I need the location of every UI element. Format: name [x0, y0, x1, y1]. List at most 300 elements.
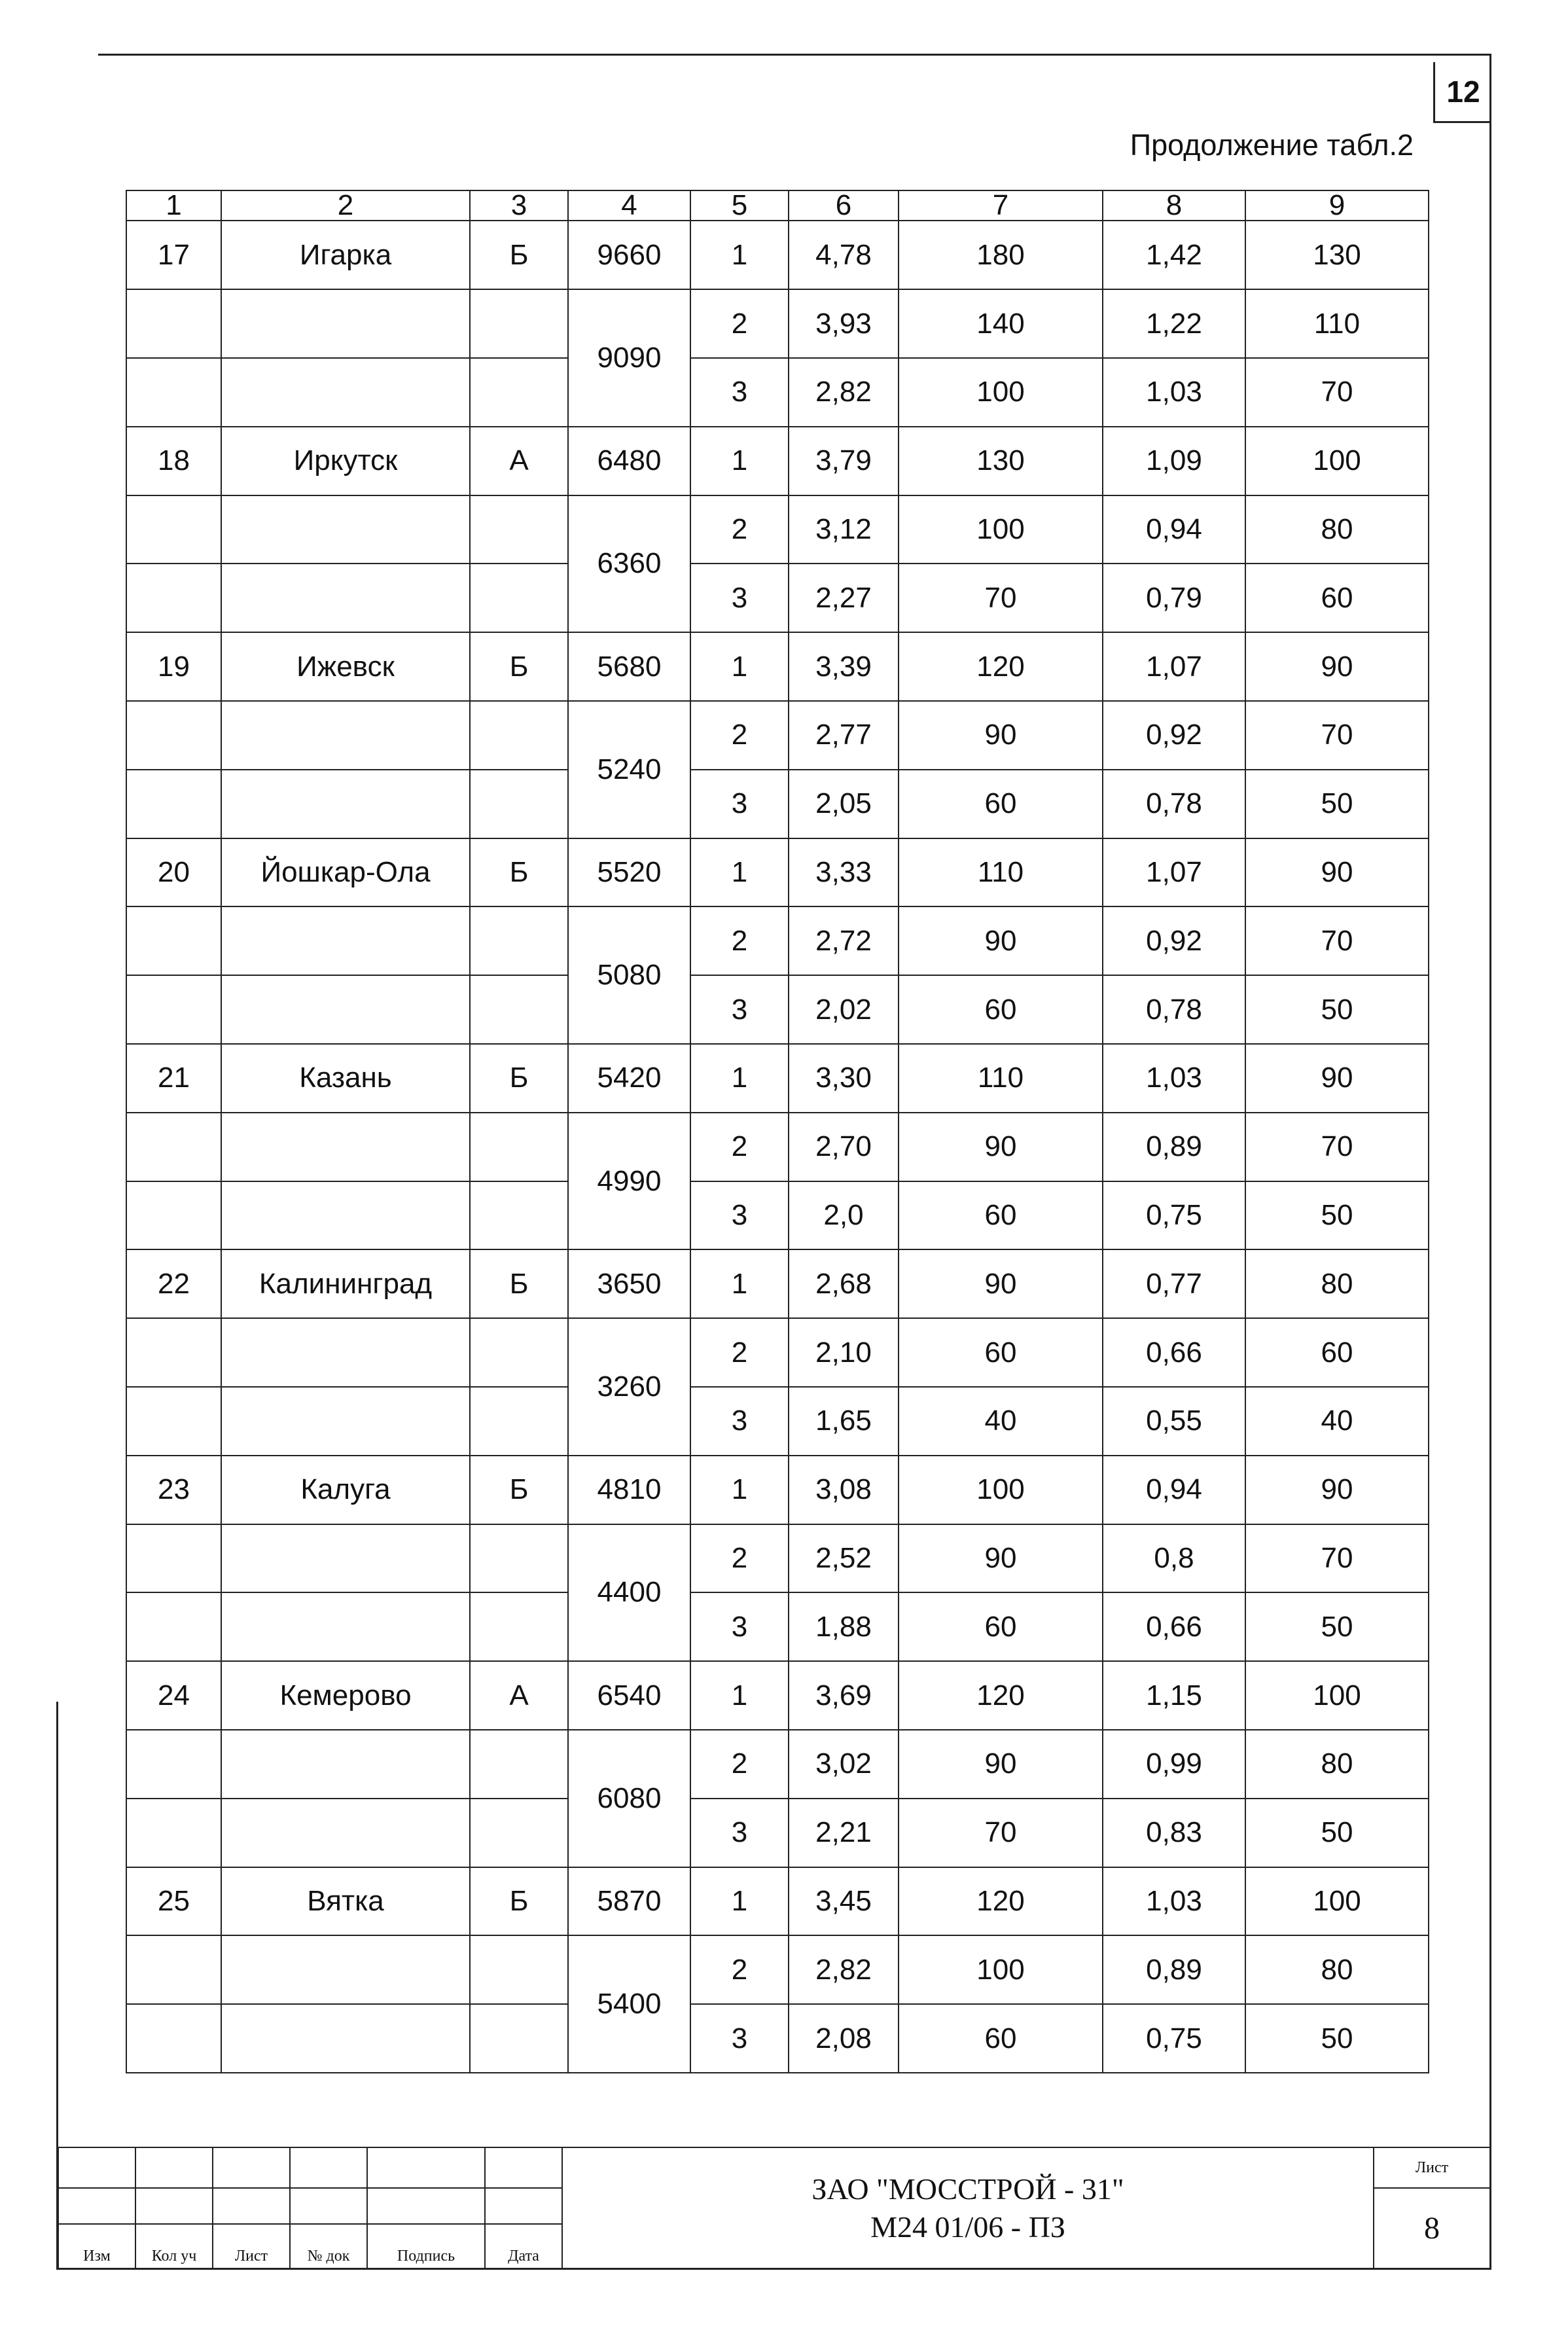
empty-cell [126, 358, 221, 427]
value-col4-merged: 5080 [568, 906, 690, 1044]
value-col6: 2,52 [789, 1524, 899, 1593]
table-row [126, 427, 1429, 495]
zone-letter: Б [470, 1249, 568, 1318]
stamp-cell [290, 2147, 367, 2188]
value-col9: 100 [1245, 1661, 1429, 1730]
value-col4: 4810 [568, 1456, 690, 1524]
table-row [126, 1113, 1429, 1181]
sub-index: 1 [690, 1867, 789, 1936]
stamp-cell [290, 2188, 367, 2224]
value-col6: 3,45 [789, 1867, 899, 1936]
data-table [126, 190, 1429, 2073]
value-col4: 5520 [568, 838, 690, 907]
value-col6: 2,0 [789, 1181, 899, 1250]
table-row [126, 358, 1429, 427]
sub-index: 1 [690, 221, 789, 289]
value-col4-merged: 5240 [568, 701, 690, 838]
value-col8: 0,94 [1103, 495, 1245, 564]
value-col8: 0,92 [1103, 701, 1245, 770]
empty-cell [126, 1730, 221, 1799]
stamp-label-kol-uch: Кол уч [135, 2224, 213, 2268]
value-col9: 80 [1245, 1730, 1429, 1799]
empty-cell [470, 358, 568, 427]
sub-index: 2 [690, 1318, 789, 1387]
sub-index: 3 [690, 1799, 789, 1867]
column-header: 6 [789, 190, 899, 221]
row-number: 22 [126, 1249, 221, 1318]
table-row [126, 1387, 1429, 1456]
empty-cell [470, 1730, 568, 1799]
table-row [126, 221, 1429, 289]
table-row [126, 770, 1429, 838]
frame-right-line [1489, 54, 1491, 2269]
row-number: 21 [126, 1044, 221, 1113]
value-col9: 80 [1245, 495, 1429, 564]
value-col8: 0,8 [1103, 1524, 1245, 1593]
city-name: Иркутск [221, 427, 470, 495]
empty-cell [470, 2004, 568, 2073]
empty-cell [470, 564, 568, 632]
value-col9: 50 [1245, 1592, 1429, 1661]
value-col8: 0,99 [1103, 1730, 1245, 1799]
row-number: 25 [126, 1867, 221, 1936]
value-col8: 0,94 [1103, 1456, 1245, 1524]
sub-index: 2 [690, 289, 789, 358]
column-header: 2 [221, 190, 470, 221]
column-header: 9 [1245, 190, 1429, 221]
value-col4-merged: 6360 [568, 495, 690, 633]
value-col7: 140 [899, 289, 1103, 358]
stamp-cell [135, 2147, 213, 2188]
value-col8: 1,07 [1103, 632, 1245, 701]
value-col7: 100 [899, 1456, 1103, 1524]
value-col4: 5870 [568, 1867, 690, 1936]
stamp-cell [367, 2188, 485, 2224]
empty-cell [470, 1799, 568, 1867]
value-col9: 60 [1245, 564, 1429, 632]
value-col6: 2,10 [789, 1318, 899, 1387]
value-col9: 50 [1245, 1181, 1429, 1250]
header-row [126, 190, 1429, 221]
value-col9: 50 [1245, 1799, 1429, 1867]
row-number: 18 [126, 427, 221, 495]
zone-letter: Б [470, 632, 568, 701]
city-name: Вятка [221, 1867, 470, 1936]
empty-cell [470, 1113, 568, 1181]
value-col4: 6540 [568, 1661, 690, 1730]
continuation-title: Продолжение табл.2 [1130, 128, 1414, 162]
zone-letter: Б [470, 1867, 568, 1936]
sub-index: 1 [690, 427, 789, 495]
table-row [126, 564, 1429, 632]
value-col4-merged: 5400 [568, 1935, 690, 2073]
empty-cell [470, 701, 568, 770]
stamp-cell [485, 2188, 562, 2224]
value-col7: 70 [899, 1799, 1103, 1867]
empty-cell [126, 1524, 221, 1593]
city-name: Ижевск [221, 632, 470, 701]
zone-letter: Б [470, 221, 568, 289]
value-col9: 80 [1245, 1935, 1429, 2004]
empty-cell [221, 701, 470, 770]
value-col7: 120 [899, 1661, 1103, 1730]
stamp-cell [367, 2147, 485, 2188]
value-col6: 2,08 [789, 2004, 899, 2073]
value-col7: 90 [899, 1524, 1103, 1593]
table-row [126, 1799, 1429, 1867]
value-col7: 60 [899, 1318, 1103, 1387]
value-col7: 90 [899, 1249, 1103, 1318]
value-col7: 90 [899, 1730, 1103, 1799]
row-number: 24 [126, 1661, 221, 1730]
stamp-label-izm: Изм [58, 2224, 135, 2268]
empty-cell [126, 975, 221, 1044]
empty-cell [221, 770, 470, 838]
value-col7: 90 [899, 906, 1103, 975]
value-col8: 1,22 [1103, 289, 1245, 358]
value-col4-merged: 4400 [568, 1524, 690, 1662]
value-col7: 120 [899, 1867, 1103, 1936]
value-col9: 90 [1245, 632, 1429, 701]
row-number: 20 [126, 838, 221, 907]
city-name: Калининград [221, 1249, 470, 1318]
value-col9: 50 [1245, 975, 1429, 1044]
value-col9: 130 [1245, 221, 1429, 289]
table-row [126, 1249, 1429, 1318]
value-col9: 60 [1245, 1318, 1429, 1387]
company-name: ЗАО "МОССТРОЙ - 31" [811, 2172, 1124, 2206]
sub-index: 2 [690, 495, 789, 564]
value-col8: 0,75 [1103, 2004, 1245, 2073]
value-col6: 3,33 [789, 838, 899, 907]
table-row [126, 975, 1429, 1044]
value-col7: 180 [899, 221, 1103, 289]
sub-index: 1 [690, 838, 789, 907]
value-col9: 70 [1245, 358, 1429, 427]
value-col6: 2,21 [789, 1799, 899, 1867]
value-col6: 2,82 [789, 358, 899, 427]
value-col6: 4,78 [789, 221, 899, 289]
empty-cell [221, 1730, 470, 1799]
sub-index: 2 [690, 1524, 789, 1593]
stamp-cell [58, 2188, 135, 2224]
city-name: Казань [221, 1044, 470, 1113]
value-col9: 70 [1245, 701, 1429, 770]
value-col9: 70 [1245, 1524, 1429, 1593]
empty-cell [126, 701, 221, 770]
zone-letter: Б [470, 838, 568, 907]
value-col9: 100 [1245, 1867, 1429, 1936]
column-header: 3 [470, 190, 568, 221]
zone-letter: Б [470, 1044, 568, 1113]
column-header: 4 [568, 190, 690, 221]
empty-cell [470, 289, 568, 358]
table-row [126, 838, 1429, 907]
frame-top-line [98, 54, 1491, 56]
table-row [126, 632, 1429, 701]
city-name: Йошкар-Ола [221, 838, 470, 907]
value-col9: 90 [1245, 1456, 1429, 1524]
table-row [126, 1935, 1429, 2004]
sub-index: 2 [690, 906, 789, 975]
value-col7: 90 [899, 1113, 1103, 1181]
table-row [126, 1867, 1429, 1936]
sub-index: 3 [690, 1387, 789, 1456]
value-col8: 0,78 [1103, 770, 1245, 838]
table-row [126, 1318, 1429, 1387]
zone-letter: А [470, 427, 568, 495]
value-col8: 0,75 [1103, 1181, 1245, 1250]
stamp-label-doc-no: № док [290, 2224, 367, 2268]
value-col9: 40 [1245, 1387, 1429, 1456]
value-col8: 1,09 [1103, 427, 1245, 495]
value-col4-merged: 3260 [568, 1318, 690, 1456]
empty-cell [126, 1387, 221, 1456]
empty-cell [221, 1592, 470, 1661]
empty-cell [221, 1387, 470, 1456]
city-name: Игарка [221, 221, 470, 289]
value-col7: 110 [899, 838, 1103, 907]
value-col6: 3,93 [789, 289, 899, 358]
value-col9: 90 [1245, 838, 1429, 907]
value-col6: 2,27 [789, 564, 899, 632]
empty-cell [221, 906, 470, 975]
empty-cell [221, 2004, 470, 2073]
document-code: М24 01/06 - ПЗ [870, 2210, 1065, 2244]
column-header: 8 [1103, 190, 1245, 221]
table-row [126, 289, 1429, 358]
table-row [126, 1456, 1429, 1524]
empty-cell [470, 495, 568, 564]
page-number: 12 [1433, 62, 1491, 123]
value-col7: 60 [899, 1181, 1103, 1250]
table-row [126, 1181, 1429, 1250]
value-col6: 1,88 [789, 1592, 899, 1661]
value-col7: 130 [899, 427, 1103, 495]
empty-cell [470, 1524, 568, 1593]
title-block [58, 2147, 1491, 2269]
column-header: 5 [690, 190, 789, 221]
value-col6: 3,39 [789, 632, 899, 701]
sub-index: 1 [690, 1456, 789, 1524]
value-col9: 50 [1245, 2004, 1429, 2073]
value-col6: 2,82 [789, 1935, 899, 2004]
value-col8: 0,55 [1103, 1387, 1245, 1456]
value-col6: 2,02 [789, 975, 899, 1044]
value-col4-merged: 4990 [568, 1113, 690, 1250]
empty-cell [470, 770, 568, 838]
value-col7: 110 [899, 1044, 1103, 1113]
sub-index: 2 [690, 1113, 789, 1181]
empty-cell [126, 564, 221, 632]
empty-cell [126, 1113, 221, 1181]
empty-cell [126, 289, 221, 358]
value-col7: 100 [899, 358, 1103, 427]
empty-cell [221, 1935, 470, 2004]
empty-cell [221, 1799, 470, 1867]
empty-cell [221, 564, 470, 632]
empty-cell [126, 495, 221, 564]
zone-letter: А [470, 1661, 568, 1730]
value-col8: 1,15 [1103, 1661, 1245, 1730]
value-col8: 0,66 [1103, 1592, 1245, 1661]
table-row [126, 1730, 1429, 1799]
column-header: 7 [899, 190, 1103, 221]
empty-cell [126, 770, 221, 838]
empty-cell [126, 1935, 221, 2004]
empty-cell [470, 1592, 568, 1661]
value-col9: 70 [1245, 906, 1429, 975]
empty-cell [126, 906, 221, 975]
city-name: Калуга [221, 1456, 470, 1524]
sub-index: 2 [690, 1935, 789, 2004]
stamp-label-date: Дата [485, 2224, 562, 2268]
row-number: 23 [126, 1456, 221, 1524]
table-row [126, 1592, 1429, 1661]
empty-cell [126, 1592, 221, 1661]
value-col4: 5420 [568, 1044, 690, 1113]
sub-index: 3 [690, 1181, 789, 1250]
value-col9: 80 [1245, 1249, 1429, 1318]
table-row [126, 906, 1429, 975]
row-number: 19 [126, 632, 221, 701]
value-col4-merged: 6080 [568, 1730, 690, 1867]
value-col6: 3,12 [789, 495, 899, 564]
value-col7: 100 [899, 1935, 1103, 2004]
sub-index: 3 [690, 1592, 789, 1661]
row-number: 17 [126, 221, 221, 289]
value-col4: 3650 [568, 1249, 690, 1318]
empty-cell [470, 1181, 568, 1250]
table-row [126, 1661, 1429, 1730]
value-col6: 2,72 [789, 906, 899, 975]
empty-cell [126, 1181, 221, 1250]
sheet-label: Лист [1374, 2147, 1490, 2188]
empty-cell [221, 358, 470, 427]
value-col6: 2,05 [789, 770, 899, 838]
value-col4: 9660 [568, 221, 690, 289]
value-col8: 0,78 [1103, 975, 1245, 1044]
sub-index: 2 [690, 701, 789, 770]
stamp-label-list: Лист [213, 2224, 290, 2268]
city-name: Кемерово [221, 1661, 470, 1730]
value-col8: 0,89 [1103, 1113, 1245, 1181]
value-col7: 60 [899, 975, 1103, 1044]
value-col9: 110 [1245, 289, 1429, 358]
empty-cell [221, 1318, 470, 1387]
value-col8: 0,92 [1103, 906, 1245, 975]
sub-index: 3 [690, 564, 789, 632]
table-row [126, 2004, 1429, 2073]
empty-cell [470, 1387, 568, 1456]
value-col9: 90 [1245, 1044, 1429, 1113]
empty-cell [221, 495, 470, 564]
empty-cell [221, 975, 470, 1044]
value-col6: 3,02 [789, 1730, 899, 1799]
value-col6: 2,77 [789, 701, 899, 770]
value-col7: 90 [899, 701, 1103, 770]
sub-index: 3 [690, 358, 789, 427]
empty-cell [126, 1318, 221, 1387]
value-col8: 1,42 [1103, 221, 1245, 289]
value-col7: 60 [899, 770, 1103, 838]
zone-letter: Б [470, 1456, 568, 1524]
sub-index: 1 [690, 1249, 789, 1318]
table-row [126, 1044, 1429, 1113]
value-col4: 5680 [568, 632, 690, 701]
column-header: 1 [126, 190, 221, 221]
empty-cell [221, 289, 470, 358]
value-col6: 3,69 [789, 1661, 899, 1730]
sub-index: 2 [690, 1730, 789, 1799]
value-col4-merged: 9090 [568, 289, 690, 427]
value-col7: 60 [899, 1592, 1103, 1661]
value-col7: 120 [899, 632, 1103, 701]
value-col8: 0,66 [1103, 1318, 1245, 1387]
value-col6: 2,70 [789, 1113, 899, 1181]
stamp-cell [213, 2188, 290, 2224]
value-col7: 40 [899, 1387, 1103, 1456]
sub-index: 1 [690, 1661, 789, 1730]
value-col9: 70 [1245, 1113, 1429, 1181]
stamp-cell [58, 2147, 135, 2188]
value-col7: 60 [899, 2004, 1103, 2073]
sheet-number: 8 [1374, 2188, 1490, 2268]
value-col8: 0,79 [1103, 564, 1245, 632]
value-col9: 100 [1245, 427, 1429, 495]
value-col8: 1,03 [1103, 1867, 1245, 1936]
value-col6: 3,08 [789, 1456, 899, 1524]
value-col8: 1,03 [1103, 1044, 1245, 1113]
empty-cell [221, 1524, 470, 1593]
sub-index: 3 [690, 770, 789, 838]
value-col7: 70 [899, 564, 1103, 632]
value-col6: 1,65 [789, 1387, 899, 1456]
value-col8: 1,07 [1103, 838, 1245, 907]
stamp-label-signature: Подпись [367, 2224, 485, 2268]
value-col8: 0,83 [1103, 1799, 1245, 1867]
stamp-cell [213, 2147, 290, 2188]
value-col8: 0,89 [1103, 1935, 1245, 2004]
sub-index: 3 [690, 2004, 789, 2073]
empty-cell [221, 1113, 470, 1181]
stamp-cell [485, 2147, 562, 2188]
sub-index: 3 [690, 975, 789, 1044]
table-row [126, 701, 1429, 770]
table-row [126, 495, 1429, 564]
stamp-company-block [562, 2147, 1374, 2268]
table-row [126, 1524, 1429, 1593]
value-col8: 0,77 [1103, 1249, 1245, 1318]
empty-cell [470, 975, 568, 1044]
value-col7: 100 [899, 495, 1103, 564]
sub-index: 1 [690, 632, 789, 701]
empty-cell [126, 2004, 221, 2073]
stamp-cell [135, 2188, 213, 2224]
empty-cell [221, 1181, 470, 1250]
value-col4: 6480 [568, 427, 690, 495]
value-col6: 3,30 [789, 1044, 899, 1113]
sub-index: 1 [690, 1044, 789, 1113]
value-col9: 50 [1245, 770, 1429, 838]
value-col6: 3,79 [789, 427, 899, 495]
value-col6: 2,68 [789, 1249, 899, 1318]
empty-cell [470, 906, 568, 975]
value-col8: 1,03 [1103, 358, 1245, 427]
empty-cell [470, 1935, 568, 2004]
empty-cell [470, 1318, 568, 1387]
empty-cell [126, 1799, 221, 1867]
